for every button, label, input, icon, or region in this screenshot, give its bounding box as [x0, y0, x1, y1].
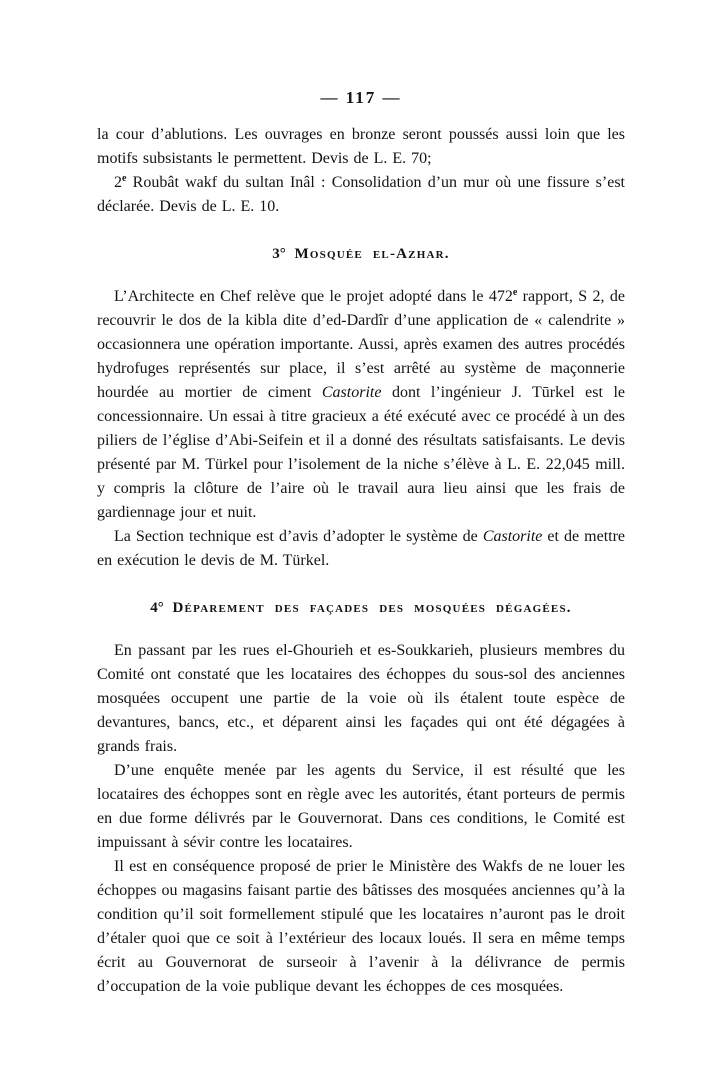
item-2-ordinal: e: [122, 173, 127, 184]
paragraph-facades-3: [97, 855, 625, 999]
section-4-title: Déparement des façades des mosquées dégagées.: [172, 600, 572, 616]
paragraph-continuation: [97, 123, 625, 171]
paragraph-item-2: [97, 171, 625, 219]
paragraph-azhar-2: [97, 525, 625, 573]
azhar-1-text-c: dont l’ingénieur J. Tūrkel est le concessionnaire. Un essai à titre gracieux a été exécuté avec ce procédé à un des piliers de l’église d’Abi-Seifein et il a donné des résultats satisfaisants. Le devis présenté par M. Türkel pour l’isolement de la niche s’élève à L. E. 22,045 mill. y compris la clôture de l’aire où le travail aura lieu ainsi que les frais de gardiennage jour et nuit.: [97, 384, 625, 521]
section-3-number: 3°: [272, 246, 295, 262]
facades-1-text: En passant par les rues el-Ghourieh et es-Soukkarieh, plusieurs membres du Comité ont constaté que les locataires des échoppes du sous-sol des anciennes mosquées occupent une partie de la voie où ils étalent toute espèce de devantures, bancs, etc., et déparent ainsi les façades qui ont été dégagées à grands frais.: [97, 642, 625, 755]
document-body: [97, 123, 625, 999]
section-heading-3: [97, 244, 625, 264]
facades-3-text: Il est en conséquence proposé de prier le Ministère des Wakfs de ne louer les échoppes ou magasins faisant partie des bâtisses des mosquées anciennes qu’à la condition qu’il soit formellement stipulé que les locataires n’auront pas le droit d’étaler quoi que ce soit à l’extérieur des locaux loués. Il sera en même temps écrit au Gouvernorat de surseoir à l’avenir à la délivrance de permis d’occupation de la voie publique devant les échoppes de ces mosquées.: [97, 858, 625, 995]
paragraph-facades-1: [97, 639, 625, 759]
azhar-1-text-b: rapport, S 2, de recouvrir le dos de la kibla dite d’ed-Dardîr d’une application de « calendrite » occasionnera une opération importante. Aussi, après examen des autres procédés hydrofuges représentés sur place, il s’est arrêté au système de maçonnerie hourdée au mortier de ciment: [97, 288, 626, 401]
paragraph-azhar-1: [97, 285, 625, 525]
azhar-1-ordinal: e: [512, 287, 518, 298]
azhar-2-castorite-italic: Castorite: [482, 528, 543, 545]
azhar-2-text-b: et de mettre en exécution le devis de M. Türkel.: [97, 528, 626, 569]
paragraph-facades-2: [97, 759, 625, 855]
azhar-1-text-a: L’Architecte en Chef relève que le projet adopté dans le 472: [114, 288, 513, 305]
section-3-title: Mosquée el-Azhar.: [294, 246, 450, 262]
section-heading-4: [97, 598, 625, 618]
facades-2-text: D’une enquête menée par les agents du Service, il est résulté que les locataires des échoppes sont en règle avec les autorités, étant porteurs de permis en due forme délivrés par le Gouvernorat. Dans ces conditions, le Comité est impuissant à sévir contre les locataires.: [97, 762, 625, 851]
paragraph-continuation-text: la cour d’ablutions. Les ouvrages en bronze seront poussés aussi loin que les motifs subsistants le permettent. Devis de L. E. 70;: [97, 126, 625, 167]
page-number: — 117 —: [320, 88, 402, 107]
azhar-1-castorite-italic: Castorite: [321, 384, 382, 401]
azhar-2-text-a: La Section technique est d’avis d’adopter le système de: [114, 528, 483, 545]
item-2-text: Roubât wakf du sultan Inâl : Consolidation d’un mur où une fissure s’est déclarée. Devis de L. E. 10.: [97, 174, 625, 215]
section-4-number: 4°: [150, 600, 173, 616]
item-2-number: 2: [114, 174, 122, 191]
